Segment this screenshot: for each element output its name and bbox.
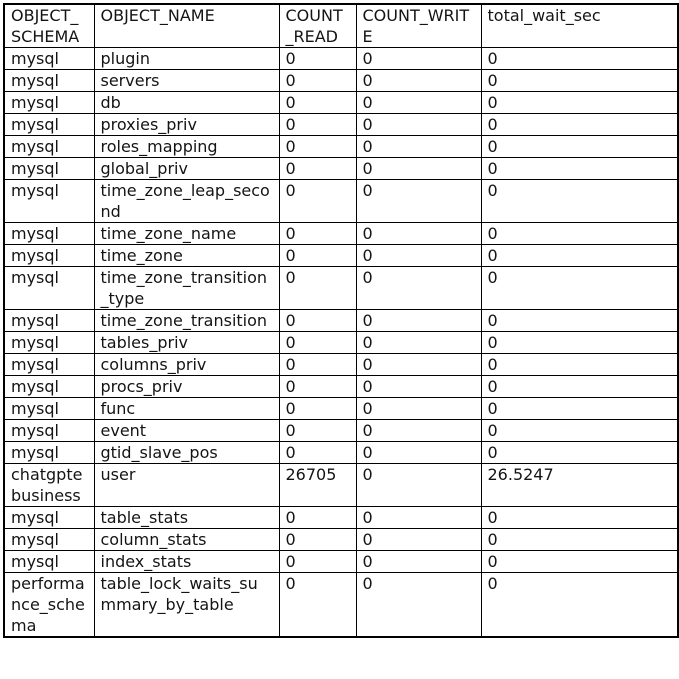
table-cell-object_schema: mysql	[4, 70, 94, 92]
table-cell-object_name: db	[94, 92, 279, 114]
table-row	[4, 551, 678, 573]
table-cell-object_schema: chatgptebusiness	[4, 464, 94, 507]
table-cell-count_write: 0	[356, 223, 481, 245]
table-row	[4, 507, 678, 529]
table-cell-total_wait_sec: 0	[481, 267, 678, 310]
table-cell-object_schema: mysql	[4, 420, 94, 442]
table-cell-count_write: 0	[356, 551, 481, 573]
table-cell-object_schema: mysql	[4, 310, 94, 332]
table-cell-total_wait_sec: 0	[481, 158, 678, 180]
table-cell-count_read: 0	[279, 529, 356, 551]
table-row	[4, 442, 678, 464]
table-cell-object_schema: mysql	[4, 158, 94, 180]
table-cell-total_wait_sec: 0	[481, 529, 678, 551]
table-cell-count_write: 0	[356, 92, 481, 114]
table-row	[4, 310, 678, 332]
table-cell-count_write: 0	[356, 507, 481, 529]
table-cell-object_name: time_zone_leap_second	[94, 180, 279, 223]
table-cell-object_schema: mysql	[4, 180, 94, 223]
column-header-object-schema: OBJECT_SCHEMA	[4, 4, 94, 48]
table-cell-total_wait_sec: 0	[481, 70, 678, 92]
table-cell-object_schema: mysql	[4, 114, 94, 136]
table-cell-count_write: 0	[356, 70, 481, 92]
table-cell-object_schema: mysql	[4, 332, 94, 354]
table-cell-count_write: 0	[356, 376, 481, 398]
table-cell-total_wait_sec: 0	[481, 48, 678, 70]
table-cell-count_write: 0	[356, 114, 481, 136]
table-cell-object_name: time_zone_transition_type	[94, 267, 279, 310]
header-row	[4, 4, 678, 48]
table-row	[4, 245, 678, 267]
table-cell-count_read: 0	[279, 136, 356, 158]
table-cell-count_read: 0	[279, 551, 356, 573]
table-cell-object_name: time_zone_name	[94, 223, 279, 245]
table-cell-count_read: 0	[279, 442, 356, 464]
table-cell-object_name: tables_priv	[94, 332, 279, 354]
table-row	[4, 70, 678, 92]
table-row	[4, 420, 678, 442]
table-cell-count_write: 0	[356, 464, 481, 507]
table-cell-count_write: 0	[356, 48, 481, 70]
table-cell-object_name: servers	[94, 70, 279, 92]
table-cell-object_name: global_priv	[94, 158, 279, 180]
table-cell-object_schema: mysql	[4, 442, 94, 464]
column-header-count-write: COUNT_WRITE	[356, 4, 481, 48]
table-cell-total_wait_sec: 0	[481, 442, 678, 464]
table-cell-count_read: 26705	[279, 464, 356, 507]
table-cell-object_name: procs_priv	[94, 376, 279, 398]
table-cell-count_read: 0	[279, 92, 356, 114]
table-body	[4, 48, 678, 638]
table-cell-count_write: 0	[356, 267, 481, 310]
table-cell-object_schema: mysql	[4, 529, 94, 551]
table-cell-count_write: 0	[356, 529, 481, 551]
table-cell-object_schema: mysql	[4, 267, 94, 310]
table-cell-object_name: time_zone_transition	[94, 310, 279, 332]
table-cell-total_wait_sec: 0	[481, 551, 678, 573]
table-cell-object_name: plugin	[94, 48, 279, 70]
table-cell-count_read: 0	[279, 245, 356, 267]
table-row	[4, 354, 678, 376]
table-cell-object_name: event	[94, 420, 279, 442]
table-cell-count_read: 0	[279, 267, 356, 310]
table-cell-count_read: 0	[279, 310, 356, 332]
table-cell-object_name: index_stats	[94, 551, 279, 573]
column-header-total-wait-sec: total_wait_sec	[481, 4, 678, 48]
table-row	[4, 529, 678, 551]
table-cell-count_write: 0	[356, 573, 481, 638]
table-cell-object_name: table_stats	[94, 507, 279, 529]
table-row	[4, 573, 678, 638]
table-row	[4, 180, 678, 223]
table-row	[4, 136, 678, 158]
table-cell-count_read: 0	[279, 507, 356, 529]
table-cell-object_schema: mysql	[4, 223, 94, 245]
table-row	[4, 92, 678, 114]
table-cell-total_wait_sec: 0	[481, 114, 678, 136]
table-cell-object_schema: mysql	[4, 354, 94, 376]
table-cell-count_read: 0	[279, 332, 356, 354]
table-cell-count_write: 0	[356, 310, 481, 332]
table-cell-total_wait_sec: 0	[481, 398, 678, 420]
table-cell-count_read: 0	[279, 114, 356, 136]
table-cell-object_schema: mysql	[4, 376, 94, 398]
table-cell-object_name: gtid_slave_pos	[94, 442, 279, 464]
table-cell-count_write: 0	[356, 354, 481, 376]
table-cell-object_name: columns_priv	[94, 354, 279, 376]
table-row	[4, 332, 678, 354]
table-cell-total_wait_sec: 0	[481, 376, 678, 398]
table-cell-total_wait_sec: 0	[481, 223, 678, 245]
table-cell-object_name: table_lock_waits_summary_by_table	[94, 573, 279, 638]
table-cell-total_wait_sec: 0	[481, 507, 678, 529]
table-cell-object_name: func	[94, 398, 279, 420]
table-cell-total_wait_sec: 0	[481, 332, 678, 354]
table-cell-count_write: 0	[356, 332, 481, 354]
table-cell-total_wait_sec: 0	[481, 420, 678, 442]
table-cell-object_schema: mysql	[4, 245, 94, 267]
table-row	[4, 48, 678, 70]
results-table	[3, 3, 679, 638]
table-cell-total_wait_sec: 0	[481, 136, 678, 158]
table-cell-count_read: 0	[279, 354, 356, 376]
table-cell-object_schema: mysql	[4, 551, 94, 573]
table-cell-object_schema: mysql	[4, 398, 94, 420]
table-cell-count_read: 0	[279, 398, 356, 420]
table-cell-object_schema: mysql	[4, 92, 94, 114]
table-cell-count_read: 0	[279, 223, 356, 245]
table-cell-count_read: 0	[279, 180, 356, 223]
table-cell-object_schema: mysql	[4, 507, 94, 529]
table-cell-total_wait_sec: 0	[481, 573, 678, 638]
table-cell-count_read: 0	[279, 158, 356, 180]
table-cell-count_write: 0	[356, 420, 481, 442]
table-cell-count_read: 0	[279, 573, 356, 638]
table-cell-count_write: 0	[356, 245, 481, 267]
table-cell-object_schema: mysql	[4, 48, 94, 70]
table-cell-count_write: 0	[356, 398, 481, 420]
table-cell-object_name: time_zone	[94, 245, 279, 267]
table-cell-total_wait_sec: 0	[481, 180, 678, 223]
table-row	[4, 114, 678, 136]
table-cell-object_name: column_stats	[94, 529, 279, 551]
table-cell-object_name: roles_mapping	[94, 136, 279, 158]
table-cell-count_read: 0	[279, 420, 356, 442]
column-header-count-read: COUNT_READ	[279, 4, 356, 48]
table-cell-count_write: 0	[356, 158, 481, 180]
table-cell-count_read: 0	[279, 70, 356, 92]
table-cell-count_write: 0	[356, 180, 481, 223]
table-cell-total_wait_sec: 26.5247	[481, 464, 678, 507]
table-cell-total_wait_sec: 0	[481, 310, 678, 332]
table-cell-total_wait_sec: 0	[481, 354, 678, 376]
table-cell-total_wait_sec: 0	[481, 92, 678, 114]
table-cell-object_schema: mysql	[4, 136, 94, 158]
table-cell-count_write: 0	[356, 442, 481, 464]
table-row	[4, 267, 678, 310]
table-cell-object_name: user	[94, 464, 279, 507]
table-row	[4, 376, 678, 398]
table-cell-object_schema: performance_schema	[4, 573, 94, 638]
table-cell-count_read: 0	[279, 48, 356, 70]
column-header-object-name: OBJECT_NAME	[94, 4, 279, 48]
table-row	[4, 464, 678, 507]
table-row	[4, 398, 678, 420]
table-cell-object_name: proxies_priv	[94, 114, 279, 136]
table-row	[4, 158, 678, 180]
table-cell-total_wait_sec: 0	[481, 245, 678, 267]
table-cell-count_read: 0	[279, 376, 356, 398]
table-cell-count_write: 0	[356, 136, 481, 158]
table-row	[4, 223, 678, 245]
